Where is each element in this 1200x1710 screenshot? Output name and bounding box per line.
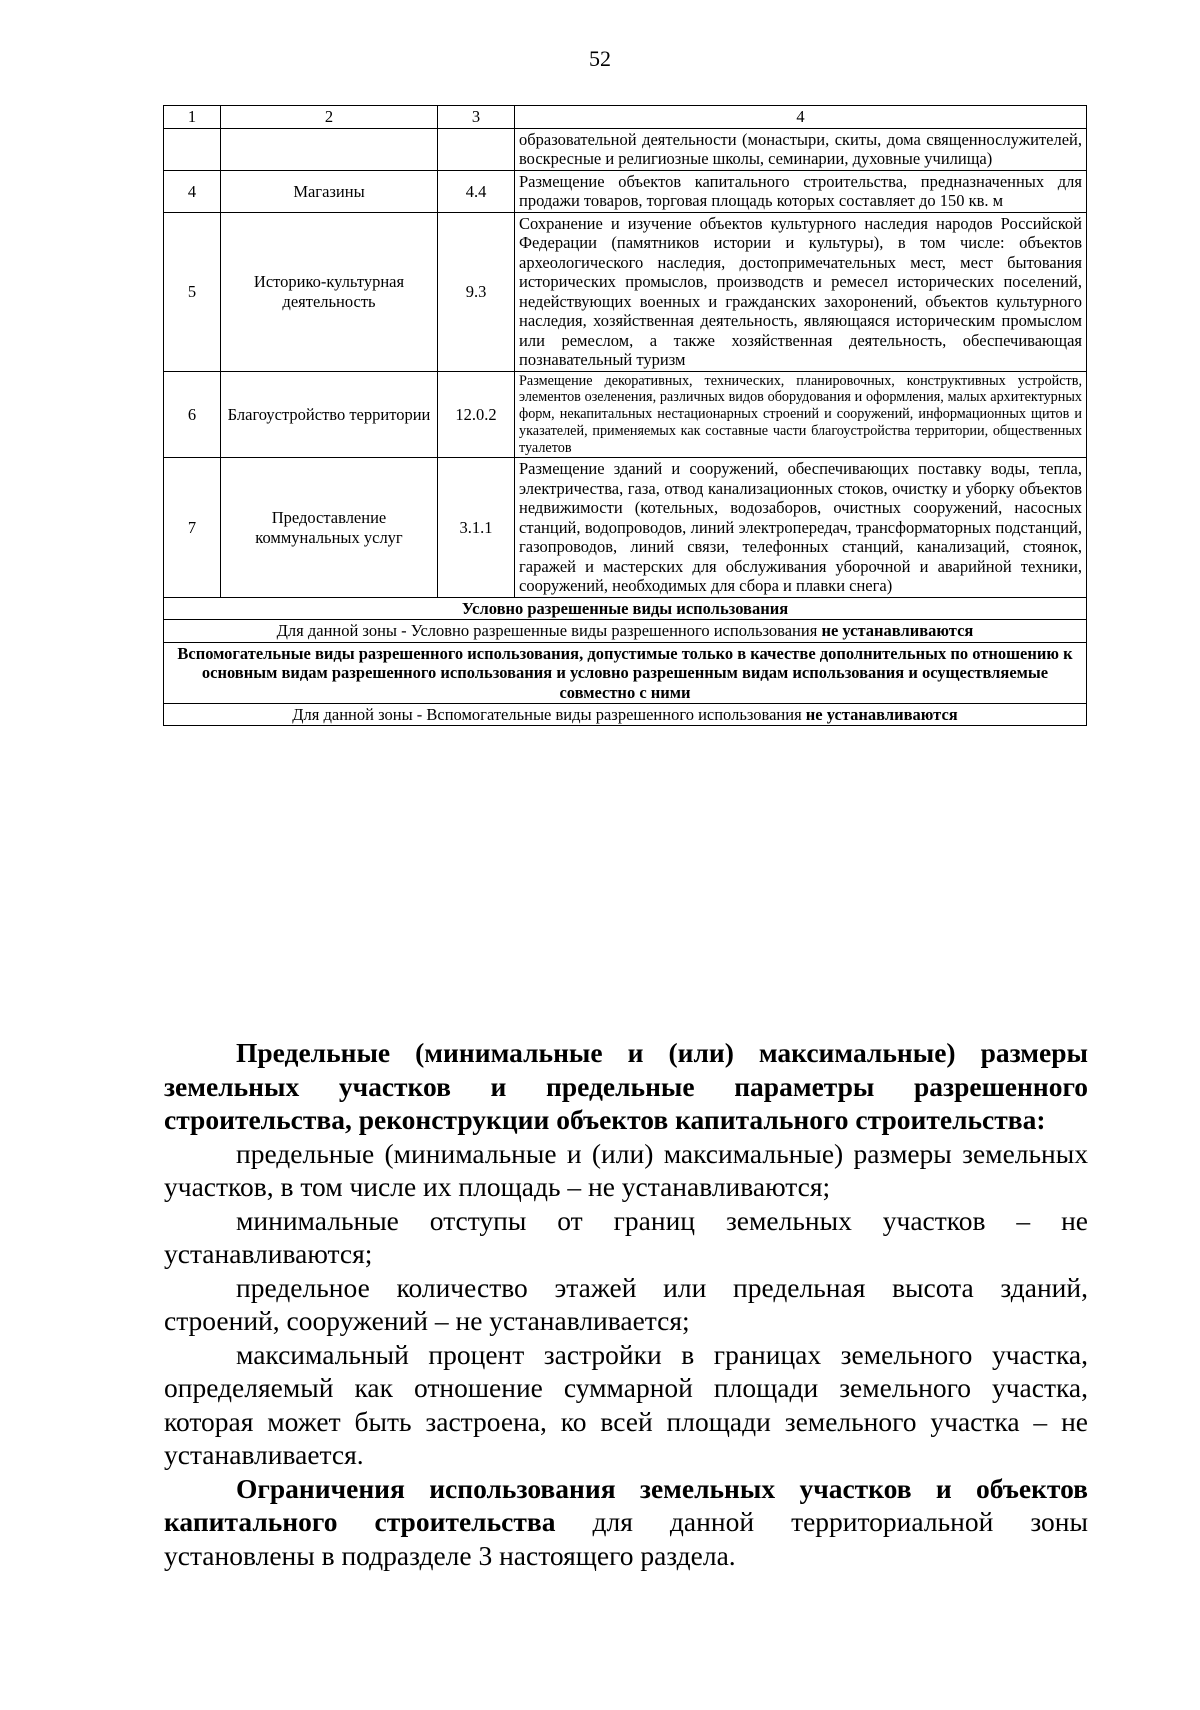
- auxiliary-uses-heading: Вспомогательные виды разрешенного использования, допустимые только в качестве дополнительных по отношению к основным видам разрешенного использования и условно разрешенным видам использования и осуществляемые совместно с ними: [164, 642, 1087, 703]
- parameters-section: [164, 1036, 1088, 1572]
- table-row: [164, 371, 1087, 458]
- conditional-uses-prefix: Для данной зоны - Условно разрешенные виды разрешенного использования: [276, 621, 818, 641]
- row-description: образовательной деятельности (монастыри, скиты, дома священнослужителей, воскресные и религиозные школы, семинарии, духовные училища): [515, 129, 1087, 171]
- table-row: [164, 458, 1087, 597]
- row-number: 5: [164, 212, 221, 371]
- page-number: 52: [589, 46, 611, 71]
- conditional-uses-heading: Условно разрешенные виды использования: [164, 597, 1087, 619]
- row-use-name: Историко-культурная деятельность: [221, 212, 438, 371]
- row-number: 6: [164, 371, 221, 458]
- paragraph-plot-size: предельные (минимальные и (или) максимальные) размеры земельных участков, в том числе их площадь – не устанавливаются;: [164, 1137, 1088, 1202]
- table-header-row: [164, 106, 1087, 129]
- row-description: Размещение зданий и сооружений, обеспечивающих поставку воды, тепла, электричества, газа, отвод канализационных стоков, очистку и уборку объектов недвижимости (котельных, водозаборов, очистных сооружений, насосных станций, водопроводов, линий электропередач, трансформаторных подстанций, газопроводов, линий связи, телефонных станций, канализаций, стоянок, гаражей и мастерских для обслуживания уборочной и аварийной техники, сооружений, необходимых для сбора и плавки снега): [515, 458, 1087, 597]
- header-col-4: 4: [515, 106, 1087, 129]
- land-use-table: [163, 105, 1087, 726]
- row-number: 4: [164, 170, 221, 212]
- row-use-code: 9.3: [438, 212, 515, 371]
- row-use-code: 4.4: [438, 170, 515, 212]
- row-use-name: [221, 129, 438, 171]
- row-use-name: Магазины: [221, 170, 438, 212]
- table-row: [164, 129, 1087, 171]
- paragraph-restrictions: [164, 1472, 1088, 1573]
- restrictions-bold-text: Ограничения использования земельных участков и объектов капитального строительства: [164, 1472, 1088, 1537]
- conditional-text-row: [164, 620, 1087, 642]
- row-number: 7: [164, 458, 221, 597]
- conditional-uses-text: [164, 620, 1087, 642]
- conditional-heading-row: [164, 597, 1087, 619]
- row-use-name: Предоставление коммунальных услуг: [221, 458, 438, 597]
- auxiliary-text-row: [164, 704, 1087, 726]
- row-use-code: 3.1.1: [438, 458, 515, 597]
- paragraph-coverage: максимальный процент застройки в границах земельного участка, определяемый как отношение суммарной площади земельного участка, которая может быть застроена, ко всей площади земельного участка – не устанавливается.: [164, 1338, 1088, 1470]
- auxiliary-uses-text: [164, 704, 1087, 726]
- header-col-3: 3: [438, 106, 515, 129]
- parameters-heading: Предельные (минимальные и (или) максимальные) размеры земельных участков и предельные параметры разрешенного строительства, реконструкции объектов капитального строительства:: [164, 1037, 1088, 1135]
- auxiliary-uses-status: не устанавливаются: [805, 705, 958, 724]
- row-use-code: [438, 129, 515, 171]
- restrictions-rest-text: для данной территориальной зоны установлены в подразделе 3 настоящего раздела.: [164, 1506, 1088, 1571]
- auxiliary-uses-prefix: Для данной зоны - Вспомогательные виды разрешенного использования: [292, 705, 802, 724]
- row-number: [164, 129, 221, 171]
- row-description: Размещение декоративных, технических, планировочных, конструктивных устройств, элементов озеленения, различных видов оборудования и оформления, малых архитектурных форм, некапитальных нестационарных строений и сооружений, информационных щитов и указателей, применяемых как составные части благоустройства территории, общественных туалетов: [515, 371, 1087, 458]
- table-row: [164, 170, 1087, 212]
- row-use-code: 12.0.2: [438, 371, 515, 458]
- table-row: [164, 212, 1087, 371]
- row-use-name: Благоустройство территории: [221, 371, 438, 458]
- conditional-uses-status: не устанавливаются: [821, 621, 974, 641]
- row-description: Размещение объектов капитального строительства, предназначенных для продажи товаров, торговая площадь которых составляет до 150 кв. м: [515, 170, 1087, 212]
- header-col-2: 2: [221, 106, 438, 129]
- row-description: Сохранение и изучение объектов культурного наследия народов Российской Федерации (памятников истории и культуры), в том числе: объектов археологического наследия, достопримечательных мест, мест бытования исторических промыслов, производств и ремесел исторических поселений, недействующих военных и гражданских захоронений, объектов культурного наследия, хозяйственная деятельность, являющаяся историческим промыслом или ремеслом, а также хозяйственная деятельность, обеспечивающая познавательный туризм: [515, 212, 1087, 371]
- paragraph-floors: предельное количество этажей или предельная высота зданий, строений, сооружений – не устанавливается;: [164, 1271, 1088, 1336]
- paragraph-setbacks: минимальные отступы от границ земельных участков – не устанавливаются;: [164, 1204, 1088, 1269]
- auxiliary-heading-row: [164, 642, 1087, 703]
- header-col-1: 1: [164, 106, 221, 129]
